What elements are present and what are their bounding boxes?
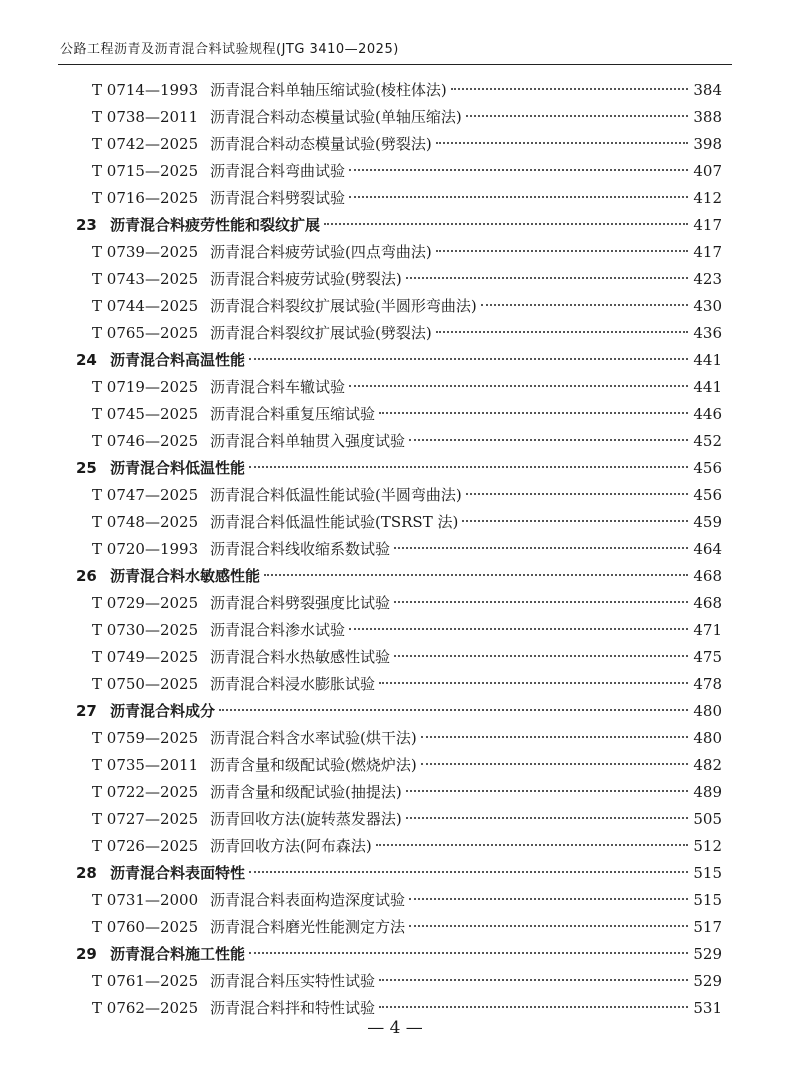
entry-title: 沥青混合料疲劳试验(劈裂法) — [210, 270, 402, 288]
test-code: T 0743—2025 — [92, 270, 199, 288]
toc-section-row[interactable] — [72, 941, 722, 968]
entry-title: 沥青混合料浸水膨胀试验 — [210, 675, 376, 693]
toc-entry-row[interactable] — [72, 131, 722, 158]
dot-leader — [409, 925, 688, 927]
dot-leader — [436, 250, 688, 252]
entry-title: 沥青混合料低温性能试验(TSRST 法) — [210, 513, 459, 531]
page-ref: 468 — [693, 594, 722, 612]
toc-section-row[interactable] — [72, 698, 722, 725]
dot-leader — [421, 763, 688, 765]
entry-title: 沥青混合料渗水试验 — [210, 621, 346, 639]
page-number: — 4 — — [367, 1018, 423, 1038]
toc-entry-row[interactable] — [72, 725, 722, 752]
entry-title: 沥青混合料含水率试验(烘干法) — [210, 729, 417, 747]
table-of-contents — [72, 77, 722, 1022]
dot-leader — [379, 979, 688, 981]
test-code: T 0715—2025 — [92, 162, 199, 180]
dot-leader — [466, 115, 688, 117]
entry-title: 沥青混合料劈裂试验 — [210, 189, 346, 207]
dot-leader — [421, 736, 688, 738]
section-title: 沥青混合料疲劳性能和裂纹扩展 — [110, 216, 321, 234]
page-ref: 441 — [693, 351, 722, 369]
page-ref: 436 — [693, 324, 722, 342]
test-code: T 0744—2025 — [92, 297, 199, 315]
entry-title: 沥青混合料线收缩系数试验 — [210, 540, 391, 558]
test-code: T 0739—2025 — [92, 243, 199, 261]
toc-entry-row[interactable] — [72, 779, 722, 806]
test-code: T 0748—2025 — [92, 513, 199, 531]
entry-title: 沥青混合料压实特性试验 — [210, 972, 376, 990]
toc-entry-row[interactable] — [72, 671, 722, 698]
page-ref: 531 — [693, 999, 722, 1017]
entry-title: 沥青混合料低温性能试验(半圆弯曲法) — [210, 486, 462, 504]
toc-entry-row[interactable] — [72, 104, 722, 131]
entry-title: 沥青混合料重复压缩试验 — [210, 405, 376, 423]
dot-leader — [376, 844, 688, 846]
toc-entry-row[interactable] — [72, 401, 722, 428]
test-code: T 0719—2025 — [92, 378, 199, 396]
dot-leader — [249, 871, 688, 873]
dot-leader — [379, 1006, 688, 1008]
entry-title: 沥青混合料裂纹扩展试验(半圆形弯曲法) — [210, 297, 477, 315]
entry-title: 沥青含量和级配试验(燃烧炉法) — [210, 756, 417, 774]
test-code: T 0747—2025 — [92, 486, 199, 504]
dot-leader — [466, 493, 688, 495]
section-title: 沥青混合料低温性能 — [110, 459, 246, 477]
dot-leader — [379, 412, 688, 414]
page-ref: 430 — [693, 297, 722, 315]
section-number: 27 — [76, 702, 97, 720]
dot-leader — [249, 466, 688, 468]
dot-leader — [409, 898, 688, 900]
toc-entry-row[interactable] — [72, 914, 722, 941]
section-number: 25 — [76, 459, 97, 477]
entry-title: 沥青混合料单轴贯入强度试验 — [210, 432, 406, 450]
page-ref: 384 — [693, 81, 722, 99]
test-code: T 0735—2011 — [92, 756, 199, 774]
test-code: T 0745—2025 — [92, 405, 199, 423]
page-ref: 407 — [693, 162, 722, 180]
dot-leader — [436, 331, 688, 333]
dot-leader — [264, 574, 688, 576]
section-title: 沥青混合料高温性能 — [110, 351, 246, 369]
test-code: T 0749—2025 — [92, 648, 199, 666]
entry-title: 沥青混合料动态模量试验(劈裂法) — [210, 135, 432, 153]
test-code: T 0731—2000 — [92, 891, 199, 909]
page-ref: 529 — [693, 972, 722, 990]
test-code: T 0714—1993 — [92, 81, 199, 99]
dot-leader — [406, 817, 688, 819]
entry-title: 沥青混合料单轴压缩试验(棱柱体法) — [210, 81, 447, 99]
section-number: 23 — [76, 216, 97, 234]
page-ref: 423 — [693, 270, 722, 288]
entry-title: 沥青混合料表面构造深度试验 — [210, 891, 406, 909]
page-ref: 480 — [693, 729, 722, 747]
page-ref: 505 — [693, 810, 722, 828]
test-code: T 0762—2025 — [92, 999, 199, 1017]
page-ref: 515 — [693, 864, 722, 882]
page-ref: 468 — [693, 567, 722, 585]
dot-leader — [349, 628, 688, 630]
dot-leader — [349, 385, 688, 387]
entry-title: 沥青混合料拌和特性试验 — [210, 999, 376, 1017]
dot-leader — [481, 304, 688, 306]
running-header: 公路工程沥青及沥青混合料试验规程(JTG 3410—2025) — [60, 42, 399, 57]
entry-title: 沥青混合料车辙试验 — [210, 378, 346, 396]
entry-title: 沥青回收方法(旋转蒸发器法) — [210, 810, 402, 828]
entry-title: 沥青回收方法(阿布森法) — [210, 837, 372, 855]
toc-entry-row[interactable] — [72, 617, 722, 644]
section-title: 沥青混合料表面特性 — [110, 864, 246, 882]
toc-section-row[interactable] — [72, 347, 722, 374]
toc-entry-row[interactable] — [72, 833, 722, 860]
dot-leader — [451, 88, 688, 90]
page-ref: 388 — [693, 108, 722, 126]
test-code: T 0722—2025 — [92, 783, 199, 801]
dot-leader — [394, 547, 688, 549]
toc-entry-row[interactable] — [72, 293, 722, 320]
dot-leader — [436, 142, 688, 144]
dot-leader — [249, 358, 688, 360]
toc-entry-row[interactable] — [72, 644, 722, 671]
entry-title: 沥青混合料裂纹扩展试验(劈裂法) — [210, 324, 432, 342]
page-ref: 464 — [693, 540, 722, 558]
page-ref: 489 — [693, 783, 722, 801]
page-ref: 515 — [693, 891, 722, 909]
page-ref: 459 — [693, 513, 722, 531]
page-ref: 529 — [693, 945, 722, 963]
entry-title: 沥青混合料磨光性能测定方法 — [210, 918, 406, 936]
dot-leader — [394, 655, 688, 657]
toc-entry-row[interactable] — [72, 752, 722, 779]
toc-section-row[interactable] — [72, 212, 722, 239]
dot-leader — [324, 223, 688, 225]
toc-entry-row[interactable] — [72, 887, 722, 914]
dot-leader — [249, 952, 688, 954]
entry-title: 沥青含量和级配试验(抽提法) — [210, 783, 402, 801]
test-code: T 0727—2025 — [92, 810, 199, 828]
page-ref: 412 — [693, 189, 722, 207]
toc-entry-row[interactable] — [72, 266, 722, 293]
page-ref: 417 — [693, 243, 722, 261]
dot-leader — [462, 520, 688, 522]
page-ref: 441 — [693, 378, 722, 396]
toc-entry-row[interactable] — [72, 968, 722, 995]
page-ref: 480 — [693, 702, 722, 720]
dot-leader — [394, 601, 688, 603]
dot-leader — [406, 277, 688, 279]
section-number: 29 — [76, 945, 97, 963]
toc-entry-row[interactable] — [72, 77, 722, 104]
toc-section-row[interactable] — [72, 563, 722, 590]
toc-entry-row[interactable] — [72, 509, 722, 536]
entry-title: 沥青混合料弯曲试验 — [210, 162, 346, 180]
page-ref: 475 — [693, 648, 722, 666]
page-ref: 398 — [693, 135, 722, 153]
test-code: T 0742—2025 — [92, 135, 199, 153]
toc-entry-row[interactable] — [72, 320, 722, 347]
toc-entry-row[interactable] — [72, 590, 722, 617]
header-rule — [58, 64, 732, 65]
test-code: T 0750—2025 — [92, 675, 199, 693]
section-title: 沥青混合料施工性能 — [110, 945, 246, 963]
test-code: T 0759—2025 — [92, 729, 199, 747]
dot-leader — [349, 169, 688, 171]
page-ref: 456 — [693, 459, 722, 477]
section-title: 沥青混合料水敏感性能 — [110, 567, 261, 585]
section-number: 26 — [76, 567, 97, 585]
test-code: T 0720—1993 — [92, 540, 199, 558]
toc-section-row[interactable] — [72, 455, 722, 482]
test-code: T 0738—2011 — [92, 108, 199, 126]
dot-leader — [219, 709, 688, 711]
toc-entry-row[interactable] — [72, 536, 722, 563]
test-code: T 0726—2025 — [92, 837, 199, 855]
entry-title: 沥青混合料动态模量试验(单轴压缩法) — [210, 108, 462, 126]
section-number: 28 — [76, 864, 97, 882]
page-ref: 478 — [693, 675, 722, 693]
section-title: 沥青混合料成分 — [110, 702, 216, 720]
page-ref: 482 — [693, 756, 722, 774]
page-ref: 452 — [693, 432, 722, 450]
test-code: T 0729—2025 — [92, 594, 199, 612]
dot-leader — [379, 682, 688, 684]
test-code: T 0760—2025 — [92, 918, 199, 936]
page-ref: 471 — [693, 621, 722, 639]
entry-title: 沥青混合料劈裂强度比试验 — [210, 594, 391, 612]
page-ref: 456 — [693, 486, 722, 504]
entry-title: 沥青混合料水热敏感性试验 — [210, 648, 391, 666]
toc-entry-row[interactable] — [72, 374, 722, 401]
toc-section-row[interactable] — [72, 860, 722, 887]
toc-entry-row[interactable] — [72, 482, 722, 509]
page-ref: 517 — [693, 918, 722, 936]
toc-entry-row[interactable] — [72, 158, 722, 185]
toc-entry-row[interactable] — [72, 428, 722, 455]
test-code: T 0730—2025 — [92, 621, 199, 639]
entry-title: 沥青混合料疲劳试验(四点弯曲法) — [210, 243, 432, 261]
test-code: T 0765—2025 — [92, 324, 199, 342]
page-ref: 446 — [693, 405, 722, 423]
page-ref: 512 — [693, 837, 722, 855]
dot-leader — [409, 439, 688, 441]
dot-leader — [349, 196, 688, 198]
test-code: T 0746—2025 — [92, 432, 199, 450]
toc-entry-row[interactable] — [72, 185, 722, 212]
page-ref: 417 — [693, 216, 722, 234]
toc-entry-row[interactable] — [72, 239, 722, 266]
test-code: T 0761—2025 — [92, 972, 199, 990]
toc-entry-row[interactable] — [72, 806, 722, 833]
test-code: T 0716—2025 — [92, 189, 199, 207]
section-number: 24 — [76, 351, 97, 369]
dot-leader — [406, 790, 688, 792]
